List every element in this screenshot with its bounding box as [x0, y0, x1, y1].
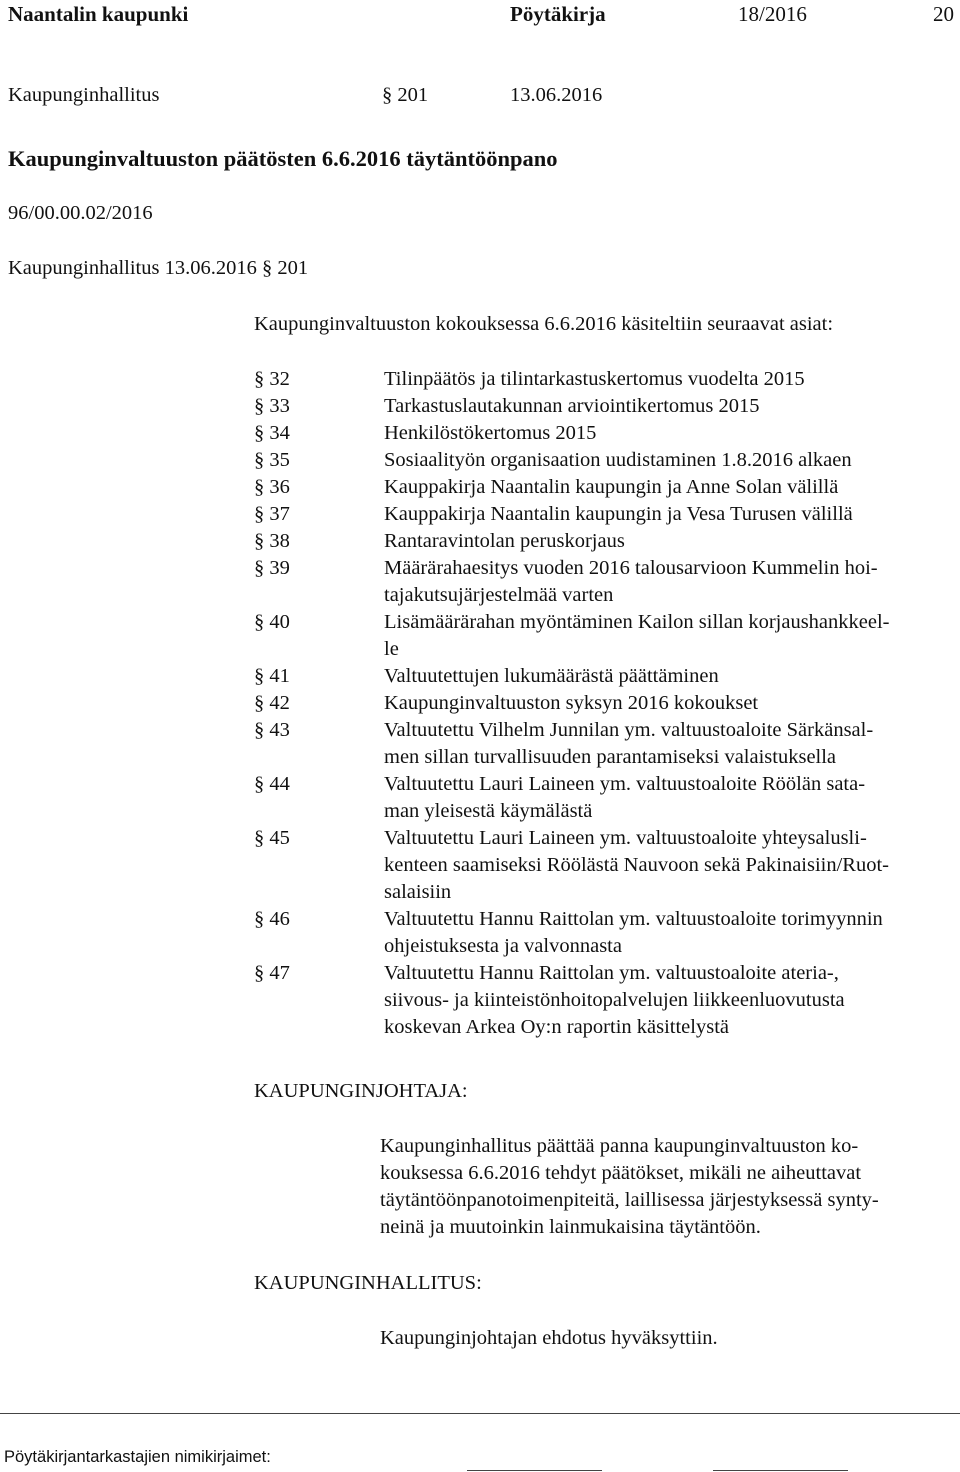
agenda-section-number: § 45	[254, 827, 290, 849]
agenda-item-line: Tilinpäätös ja tilintarkastuskertomus vuodelta 2015	[384, 368, 805, 390]
meta-section: § 201	[382, 84, 429, 106]
agenda-item-line: kenteen saamiseksi Röölästä Nauvoon sekä Pakinaisiin/Ruot-	[384, 854, 890, 876]
agenda-item-line: salaisiin	[384, 881, 452, 903]
agenda-item-line: siivous- ja kiinteistönhoitopalvelujen liikkeenluovutusta	[384, 989, 845, 1011]
agenda-section-number: § 35	[254, 449, 290, 471]
mayor-label: KAUPUNGINJOHTAJA:	[254, 1080, 468, 1102]
agenda-section-number: § 44	[254, 773, 290, 795]
agenda-item-line: man yleisestä käymälästä	[384, 800, 593, 822]
agenda-item-title	[384, 717, 954, 771]
agenda-item-title	[384, 501, 954, 528]
agenda-item-line: ohjeistuksesta ja valvonnasta	[384, 935, 622, 957]
agenda-item	[254, 690, 954, 717]
proposal-line: kouksessa 6.6.2016 tehdyt päätökset, mikäli ne aiheuttavat	[380, 1162, 862, 1184]
protocol-number: 18/2016	[738, 2, 807, 26]
agenda-item-line: Valtuutettu Lauri Laineen ym. valtuustoaloite yhteysalusli-	[384, 827, 867, 849]
agenda-item-line: men sillan turvallisuuden parantamiseksi valaistuksella	[384, 746, 837, 768]
agenda-item	[254, 960, 954, 1041]
board-decision: Kaupunginjohtajan ehdotus hyväksyttiin.	[380, 1327, 718, 1349]
agenda-item-line: Henkilöstökertomus 2015	[384, 422, 597, 444]
agenda-item	[254, 771, 954, 825]
agenda-item-line: Sosiaalityön organisaation uudistaminen 1.8.2016 alkaen	[384, 449, 852, 471]
agenda-section-number: § 38	[254, 530, 290, 552]
agenda-item-title	[384, 960, 954, 1041]
agenda-item-line: tajakutsujärjestelmää varten	[384, 584, 614, 606]
proposal-line: täytäntöönpanotoimenpiteitä, laillisessa järjestyksessä synty-	[380, 1189, 879, 1211]
agenda-item-line: koskevan Arkea Oy:n raportin käsittelystä	[384, 1016, 729, 1038]
document-type: Pöytäkirja	[510, 2, 606, 26]
agenda-item-title	[384, 393, 954, 420]
signature-line	[713, 1470, 848, 1471]
mayor-proposal	[380, 1133, 879, 1241]
agenda-section-number: § 39	[254, 557, 290, 579]
agenda-item-title	[384, 528, 954, 555]
proposal-line: Kaupunginhallitus päättää panna kaupunginvaltuuston ko-	[380, 1135, 859, 1157]
agenda-item-line: Valtuutettu Hannu Raittolan ym. valtuustoaloite torimyynnin	[384, 908, 883, 930]
agenda-item	[254, 609, 954, 663]
agenda-item-line: le	[384, 638, 399, 660]
agenda-item-title	[384, 447, 954, 474]
agenda-section-number: § 32	[254, 368, 290, 390]
agenda-item	[254, 474, 954, 501]
agenda-item	[254, 663, 954, 690]
meeting-body: Kaupunginhallitus	[8, 84, 160, 106]
agenda-item-title	[384, 366, 954, 393]
agenda-section-number: § 37	[254, 503, 290, 525]
agenda-section-number: § 43	[254, 719, 290, 741]
intro-text: Kaupunginvaltuuston kokouksessa 6.6.2016 käsiteltiin seuraavat asiat:	[254, 313, 834, 335]
agenda-section-number: § 41	[254, 665, 290, 687]
signature-line	[467, 1470, 602, 1471]
agenda-item	[254, 447, 954, 474]
agenda-item-title	[384, 609, 954, 663]
agenda-item	[254, 717, 954, 771]
agenda-item	[254, 825, 954, 906]
agenda-item-line: Rantaravintolan peruskorjaus	[384, 530, 625, 552]
signatures-label: Pöytäkirjantarkastajien nimikirjaimet:	[4, 1448, 271, 1466]
agenda-item-line: Valtuutettu Hannu Raittolan ym. valtuustoaloite ateria-,	[384, 962, 839, 984]
agenda-item-line: Kauppakirja Naantalin kaupungin ja Vesa Turusen välillä	[384, 503, 853, 525]
agenda-section-number: § 36	[254, 476, 290, 498]
history-reference: Kaupunginhallitus 13.06.2016 § 201	[8, 257, 309, 279]
agenda-section-number: § 46	[254, 908, 290, 930]
org-name: Naantalin kaupunki	[8, 2, 189, 26]
agenda-item	[254, 366, 954, 393]
agenda-item	[254, 393, 954, 420]
agenda-item-line: Valtuutettujen lukumäärästä päättäminen	[384, 665, 719, 687]
record-number: 96/00.00.02/2016	[8, 202, 153, 224]
agenda-item-line: Kaupunginvaltuuston syksyn 2016 kokoukset	[384, 692, 759, 714]
meeting-date: 13.06.2016	[510, 84, 603, 106]
agenda-item	[254, 555, 954, 609]
agenda-section-number: § 47	[254, 962, 290, 984]
agenda-item	[254, 420, 954, 447]
agenda-item-title	[384, 474, 954, 501]
agenda-item	[254, 501, 954, 528]
agenda-section-number: § 33	[254, 395, 290, 417]
page-title: Kaupunginvaltuuston päätösten 6.6.2016 täytäntöönpano	[8, 146, 558, 171]
agenda-item-line: Valtuutettu Lauri Laineen ym. valtuustoaloite Röölän sata-	[384, 773, 866, 795]
agenda-item-line: Tarkastuslautakunnan arviointikertomus 2015	[384, 395, 760, 417]
agenda-item	[254, 906, 954, 960]
footer-divider	[0, 1413, 960, 1414]
agenda-list	[254, 366, 954, 1041]
board-label: KAUPUNGINHALLITUS:	[254, 1272, 482, 1294]
agenda-item-title	[384, 771, 954, 825]
agenda-section-number: § 34	[254, 422, 290, 444]
agenda-item	[254, 528, 954, 555]
agenda-item-line: Määrärahaesitys vuoden 2016 talousarvioon Kummelin hoi-	[384, 557, 878, 579]
agenda-item-title	[384, 825, 954, 906]
agenda-section-number: § 42	[254, 692, 290, 714]
agenda-item-title	[384, 690, 954, 717]
agenda-item-line: Kauppakirja Naantalin kaupungin ja Anne Solan välillä	[384, 476, 839, 498]
agenda-item-title	[384, 420, 954, 447]
agenda-section-number: § 40	[254, 611, 290, 633]
agenda-item-title	[384, 906, 954, 960]
agenda-item-title	[384, 663, 954, 690]
page-number: 20	[933, 2, 954, 26]
agenda-item-title	[384, 555, 954, 609]
proposal-line: neinä ja muutoinkin lainmukaisina täytäntöön.	[380, 1216, 761, 1238]
agenda-item-line: Lisämäärärahan myöntäminen Kailon sillan korjaushankkeel-	[384, 611, 890, 633]
agenda-item-line: Valtuutettu Vilhelm Junnilan ym. valtuustoaloite Särkänsal-	[384, 719, 874, 741]
